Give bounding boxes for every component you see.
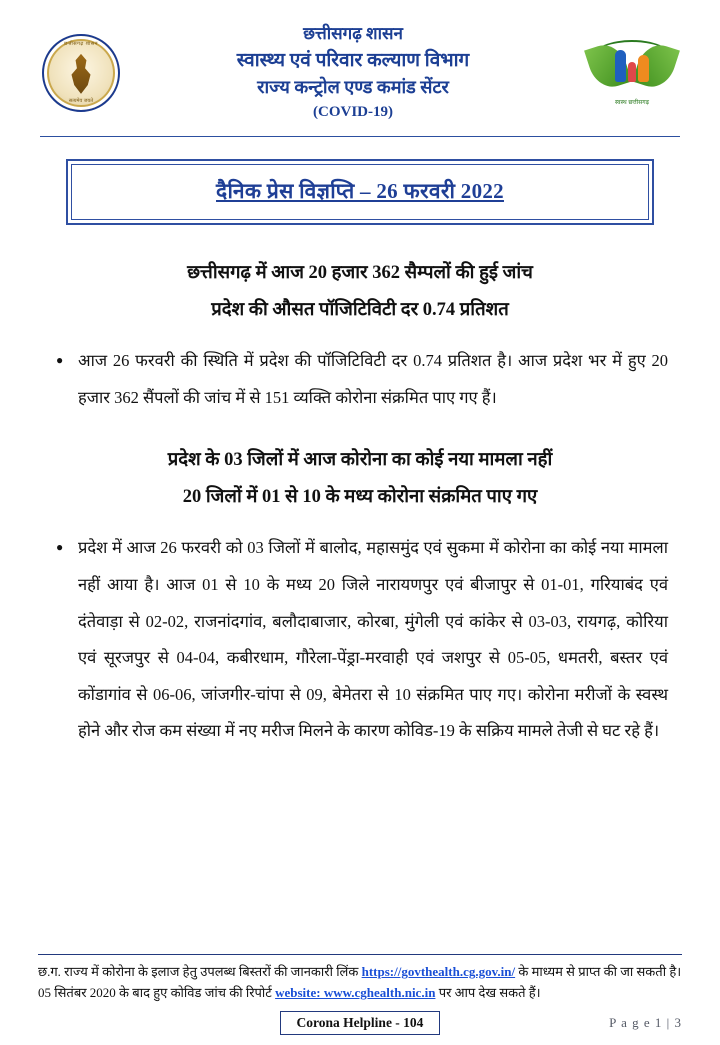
bullet-list-2 — [52, 530, 668, 750]
corona-helpline-badge: Corona Helpline - 104 — [280, 1011, 441, 1035]
headline-1-line-2: प्रदेश की औसत पॉजिटिविटी दर 0.74 प्रतिशत — [211, 300, 509, 321]
headline-2-line-1: प्रदेश के 03 जिलों में आज कोरोना का कोई नया मामला नहीं — [167, 450, 553, 471]
cghealth-website-link[interactable]: website: www.cghealth.nic.in — [275, 985, 436, 1001]
header-title-line-2: स्वास्थ्य एवं परिवार कल्याण विभाग — [236, 49, 470, 71]
press-release-title-inner — [71, 164, 649, 220]
header-title-line-4: (COVID-19) — [313, 104, 393, 121]
headline-block-2 — [52, 442, 668, 516]
bullet-list-1 — [52, 343, 668, 416]
govthealth-link[interactable]: https://govthealth.cg.gov.in/ — [361, 964, 516, 980]
bullet-item-1: ● आज 26 फरवरी की स्थिति में प्रदेश की पॉजिटिविटी दर 0.74 प्रतिशत है। आज प्रदेश भर में हुए 20 हजार 362 सैंपलों की जांच में से 151 व्यक्ति कोरोना संक्रमित पाए गए हैं। — [52, 343, 668, 416]
header-title-line-1: छत्तीसगढ़ शासन — [303, 24, 403, 43]
page-number: P a g e 1 | 3 — [609, 1015, 682, 1030]
press-release-title-box — [66, 159, 654, 225]
document-footer — [38, 954, 682, 1035]
bullet-item-2: ● प्रदेश में आज 26 फरवरी को 03 जिलों में बालोद, महासमुंद एवं सुकमा में कोरोना का कोई नया मामला नहीं आया है। आज 01 से 10 के मध्य 20 जिले नारायणपुर एवं बीजापुर से 01-01, गरियाबंद एवं दंतेवाड़ा से 02-02, राजनांदगांव, बलौदाबाजार, कोरबा, मुंगेली एवं कांकेर से 03-03, रायगढ़, कोरिया एवं सूरजपुर से 04-04, कबीरधाम, गौरेला-पेंड्रा-मरवाही एवं जशपुर से 05-05, धमतरी, बस्तर एवं कोंडागांव से 06-06, जांजगीर-चांपा से 09, बेमेतरा से 10 संक्रमित पाए गए। कोरोना मरीजों के स्वस्थ होने और रोज कम संख्या में नए मरीज मिलने के कारण कोविड-19 के सक्रिय मामले तेजी से घट रहे हैं। — [52, 530, 668, 750]
header-divider — [40, 136, 680, 137]
health-department-logo-icon — [586, 38, 678, 108]
footer-line-2 — [38, 983, 682, 1004]
footer-line-2-before: 05 सितंबर 2020 के बाद हुए कोविड जांच की रिपोर्ट — [38, 985, 276, 1001]
document-header — [38, 22, 682, 124]
emblem-ring-text: छत्तीसगढ़ शासन — [63, 41, 98, 48]
footer-divider — [38, 954, 682, 955]
header-title-line-3: राज्य कन्ट्रोल एण्ड कमांड सेंटर — [257, 77, 449, 98]
footer-line-1-after: के माध्यम से प्राप्त की जा सकती है। — [515, 964, 682, 980]
document-body — [38, 255, 682, 750]
header-title-block — [120, 22, 586, 124]
logo-figure-child — [628, 62, 636, 82]
logo-figure-adult-orange — [638, 55, 649, 82]
footer-line-1-before: छ.ग. राज्य में कोरोना के इलाज हेतु उपलब्ध बिस्तरों की जानकारी लिंक — [38, 964, 362, 980]
logo-figure-adult-blue — [615, 50, 626, 82]
headline-2-line-2: 20 जिलों में 01 से 10 के मध्य कोरोना संक्रमित पाए गए — [182, 487, 538, 508]
emblem-base-text: सत्यमेव जयते — [68, 98, 94, 105]
footer-bottom-row — [38, 1011, 682, 1035]
logo-caption: स्वस्थ छत्तीसगढ़ — [614, 100, 650, 107]
headline-block-1 — [52, 255, 668, 329]
footer-line-2-after: पर आप देख सकते हैं। — [435, 985, 541, 1001]
logo-family-figures — [615, 50, 649, 82]
page-title: दैनिक प्रेस विज्ञप्ति – 26 फरवरी 2022 — [216, 179, 504, 204]
footer-line-1 — [38, 962, 682, 983]
headline-1-line-1: छत्तीसगढ़ में आज 20 हजार 362 सैम्पलों की हुई जांच — [187, 263, 533, 284]
state-emblem-icon — [42, 34, 120, 112]
